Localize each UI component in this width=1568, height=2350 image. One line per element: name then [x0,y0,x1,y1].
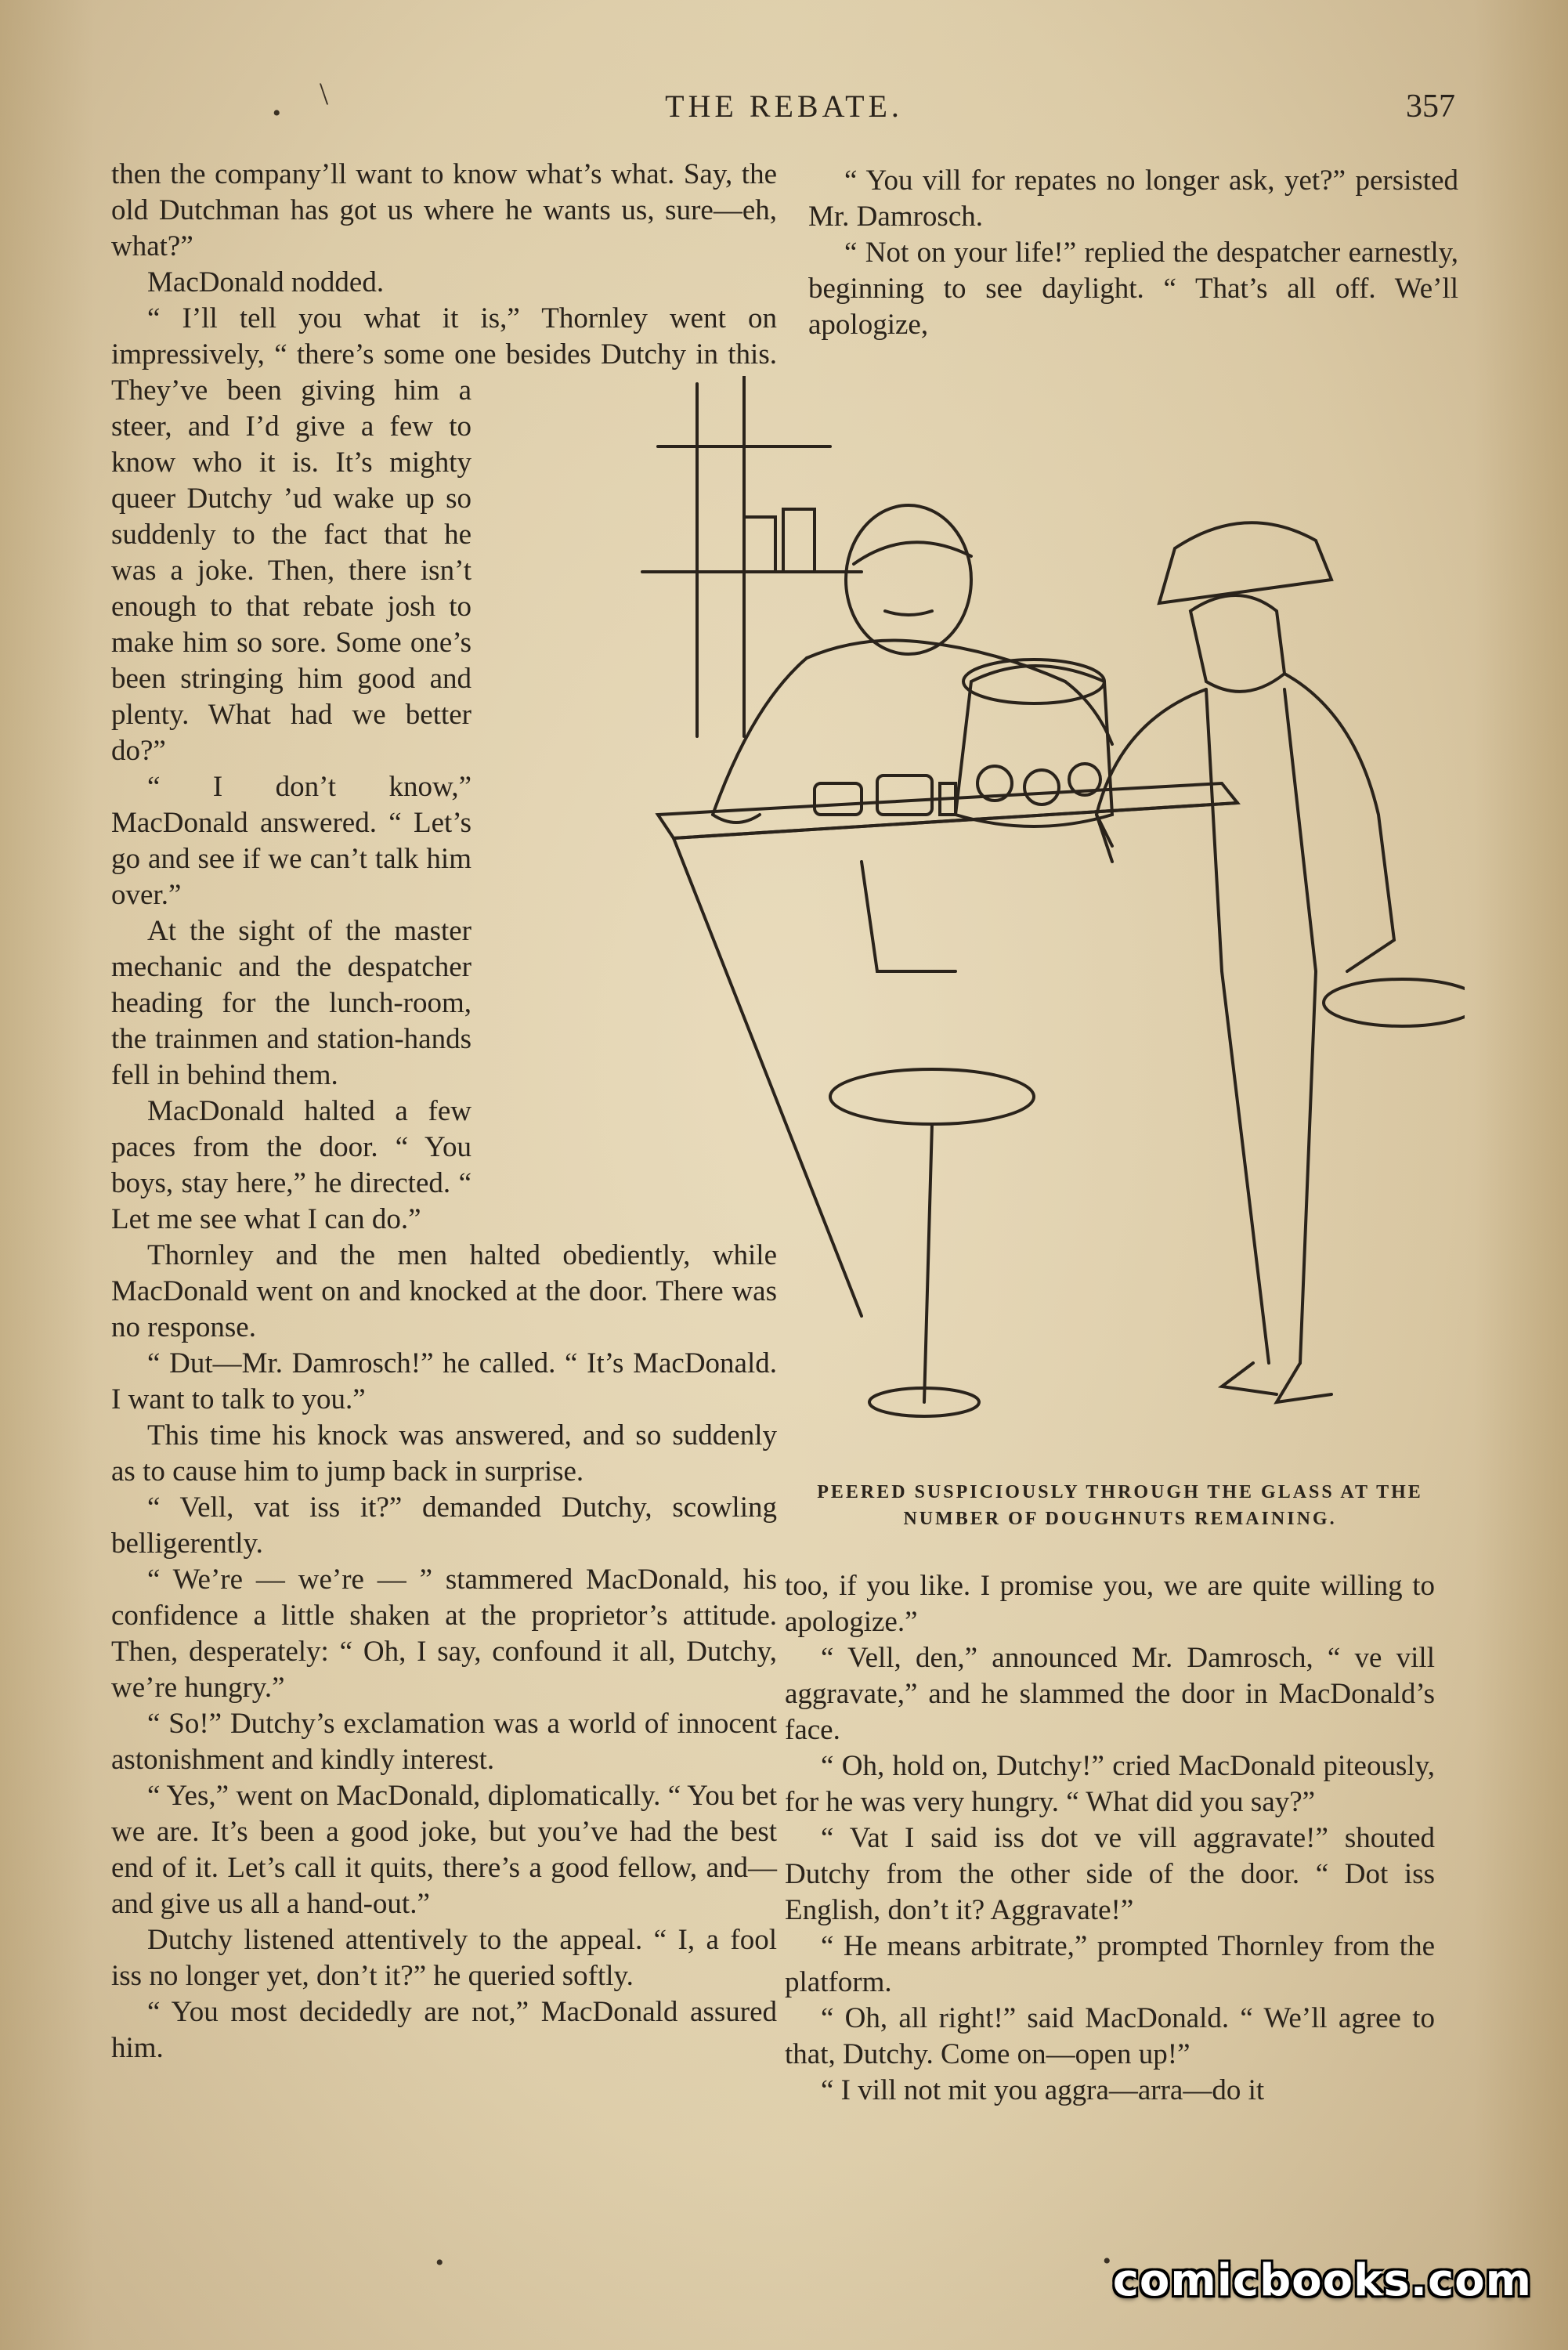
paragraph: At the sight of the master mechanic and the despatcher heading for the lunch-room, the trainmen and station-hands fell in behind them. [111,915,471,1091]
paragraph: “ Oh, all right!” said MacDonald. “ We’ll agree to that, Dutchy. Come on—open up!” [785,2002,1435,2070]
print-speck: • [435,2250,444,2276]
paragraph: This time his knock was answered, and so suddenly as to cause him to jump back in surprise. [111,1419,777,1488]
right-column-top [808,163,1458,343]
paragraph: “ Not on your life!” replied the despatcher earnestly, beginning to see daylight. “ That’s all off. We’ll apologize, [808,237,1458,341]
running-title: THE REBATE. [665,89,903,124]
right-column-bottom [785,1568,1435,2109]
paragraph: “ Vell, vat iss it?” demanded Dutchy, scowling belligerently. [111,1491,777,1560]
paragraph: then the company’ll want to know what’s what. Say, the old Dutchman has got us where he wants us, sure—eh, what?” [111,158,777,262]
page-number: 357 [1406,89,1455,125]
paragraph: “ I don’t know,” MacDonald answered. “ Let’s go and see if we can’t talk him over.” [111,771,471,911]
paragraph: too, if you like. I promise you, we are quite willing to apologize.” [785,1570,1435,1638]
paragraph: “ We’re — we’re — ” stammered MacDonald, his confidence a little shaken at the proprietor’s attitude. Then, desperately: “ Oh, I say, confound it all, Dutchy, we’re hungry.” [111,1564,777,1704]
print-speck: • [273,100,281,126]
paragraph: “ He means arbitrate,” prompted Thornley from the platform. [785,1930,1435,1998]
print-tick: \ [320,76,329,111]
page-header [0,88,1568,135]
paragraph: MacDonald halted a few paces from the door. “ You boys, stay here,” he directed. “ Let me see what I can do.” [111,1095,471,1235]
watermark-logo: comicbooks.com [1112,2255,1532,2306]
paragraph: “ Vell, den,” announced Mr. Damrosch, “ ve vill aggravate,” and he slammed the door in MacDonald’s face. [785,1642,1435,1746]
paragraph: “ I vill not mit you aggra—arra—do it [821,2074,1265,2106]
paragraph: Thornley and the men halted obediently, while MacDonald went on and knocked at the door. There was no response. [111,1239,777,1343]
paragraph: “ Oh, hold on, Dutchy!” cried MacDonald piteously, for he was very hungry. “ What did you say?” [785,1750,1435,1818]
illustration-caption: PEERED SUSPICIOUSLY THROUGH THE GLASS AT THE NUMBER OF DOUGHNUTS REMAINING. [817,1482,1423,1529]
paragraph: “ Yes,” went on MacDonald, diplomatically. “ You bet we are. It’s been a good joke, but you’ve had the best end of it. Let’s call it quits, there’s a good fellow, and—and give us all a hand-out.” [111,1780,777,1920]
paragraph: Dutchy listened attentively to the appeal. “ I, a fool iss no longer yet, don’t it?” he queried softly. [111,1924,777,1992]
print-speck: • [1103,2248,1111,2274]
paragraph: “ I’ll tell you what it is,” Thornley went on impressively, “ there’s some one besides Dutchy in this. They’ve been giving him a steer, and I’d give a few to know who it is. It’s mighty queer Dutchy ’ud wake up so suddenly to the fact that he was a joke. Then, there isn’t enough to that rebate josh to make him so sore. Some one’s been stringing him good and plenty. What had we better do?” [111,302,777,767]
paragraph: “ Vat I said iss dot ve vill aggravate!” shouted Dutchy from the other side of the door. “ Dot iss English, don’t it? Aggravate!” [785,1822,1435,1926]
paragraph: “ Dut—Mr. Damrosch!” he called. “ It’s MacDonald. I want to talk to you.” [111,1347,777,1415]
paragraph: “ You most decidedly are not,” MacDonald assured him. [111,1996,777,2064]
lunch-counter-illustration [627,376,1465,1426]
paragraph: “ You vill for repates no longer ask, yet?” persisted Mr. Damrosch. [808,164,1458,233]
paragraph: MacDonald nodded. [147,266,385,298]
paragraph: “ So!” Dutchy’s exclamation was a world of innocent astonishment and kindly interest. [111,1708,777,1776]
